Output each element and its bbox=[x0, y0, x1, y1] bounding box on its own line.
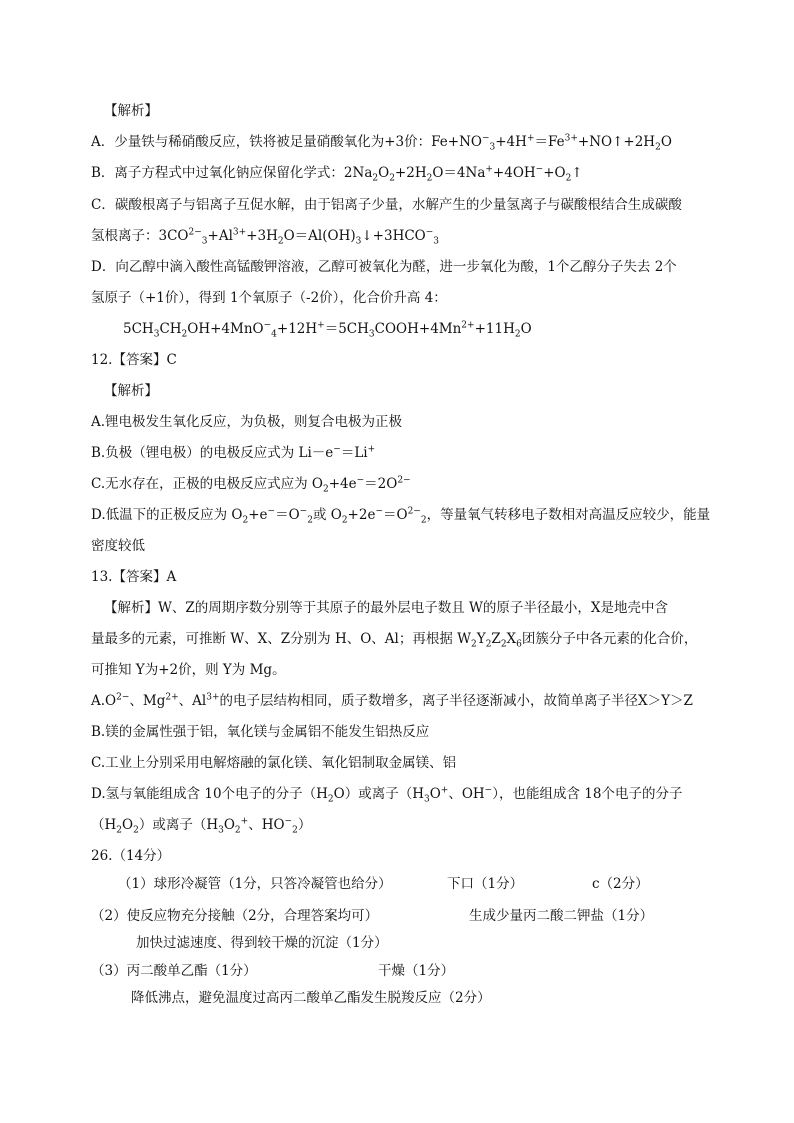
q13-option-d-line1: D.氢与氧能组成含 10个电子的分子$(H_2O)$或离子（$H_3O^+$、OH−），也能组成含 18个电子的分子 bbox=[91, 785, 683, 805]
q26-part1-answer-b: 下口（1分） bbox=[447, 876, 524, 892]
q13-option-c: C.工业上分别采用电解熔融的氯化镁、氧化铝制取金属镁、铝 bbox=[91, 755, 457, 771]
q13-option-b: B.镁的金属性强于铝，氧化镁与金属铝不能发生铝热反应 bbox=[91, 724, 430, 740]
q11-option-c-line1: C．碳酸根离子与铝离子互促水解，由于铝离子少量，水解产生的少量氢离子与碳酸根结合生成碳酸 bbox=[91, 197, 682, 213]
q13-analysis-line1: 【解析】W、Z的周期序数分别等于其原子的最外层电子数且 W的原子半径最小，X是地壳中含 bbox=[104, 600, 669, 616]
q12-answer: 12.【答案】C bbox=[91, 352, 177, 368]
q26-part2-answer-c: 加快过滤速度、得到较干燥的沉淀（1分） bbox=[136, 935, 388, 951]
q11-option-d-line2: 氢原子（+1价），得到 1个氧原子（-2价），化合价升高 4： bbox=[91, 290, 447, 306]
q13-analysis-line3: 可推知 Y为+2价，则 Y为 Mg。 bbox=[91, 662, 286, 678]
q11-analysis-heading: 【解析】 bbox=[104, 103, 158, 119]
q26-part2-answer-b: 生成少量丙二酸二钾盐（1分） bbox=[469, 908, 654, 924]
q12-option-a: A.锂电极发生氧化反应，为负极，则复合电极为正极 bbox=[91, 414, 403, 430]
q13-option-d-line2: $(H_2O_2)$或离子（$H_3O_2^+$、$HO^-_2$） bbox=[91, 816, 312, 836]
q13-analysis-line2: 量最多的元素，可推断 W、X、Z分别为 H、O、Al；再根据 $W_2Y_2Z_2X_6$团簇分子中各元素的化合价， bbox=[91, 631, 698, 650]
q12-option-d-line2: 密度较低 bbox=[91, 538, 145, 554]
q11-option-a: A．少量铁与稀硝酸反应，铁将被足量硝酸氧化为+3价：$Fe+NO^-_3+4H^+=Fe^{3+}+NO↑+2H_2O$ bbox=[91, 133, 672, 153]
q26-part3-answer-a: （3）丙二酸单乙酯（1分） bbox=[91, 963, 257, 979]
q11-option-d-equation: $5CH_3CH_2OH+4MnO^-_4+12H^+=5CH_3COOH+4Mn^{2+}+11H_2O$ bbox=[123, 320, 532, 340]
q26-title: 26.（14分） bbox=[91, 848, 171, 864]
q26-part3-answer-c: 降低沸点，避免温度过高丙二酸单乙酯发生脱羧反应（2分） bbox=[131, 990, 491, 1006]
q12-option-c: C.无水存在，正极的电极反应式应为 $O_2+4e^-=2O^{2-}$ bbox=[91, 475, 411, 495]
q26-part1-answer-c: c（2分） bbox=[592, 876, 649, 892]
q13-answer: 13.【答案】A bbox=[91, 569, 177, 585]
q12-analysis-heading: 【解析】 bbox=[104, 383, 158, 399]
q26-part1-answer-a: （1）球形冷凝管（1分，只答冷凝管也给分） bbox=[118, 876, 392, 892]
q26-part2-answer-a: （2）使反应物充分接触（2分，合理答案均可） bbox=[91, 908, 379, 924]
q11-option-c-line2: 氢根离子：$3CO^{2-}_3+Al^{3+}+3H_2O=Al(OH)_3↓+3HCO^-_3$ bbox=[91, 227, 440, 247]
q11-option-d-line1: D．向乙醇中滴入酸性高锰酸钾溶液，乙醇可被氧化为醛，进一步氧化为酸，1个乙醇分子失去 2个 bbox=[91, 259, 677, 275]
q11-option-b: B．离子方程式中过氧化钠应保留化学式：$2Na_2O_2+2H_2O=4Na^++4OH^-+O_2↑$ bbox=[91, 164, 583, 184]
q13-option-a: $A.O^{2-}$、$Mg^{2+}$、$Al^{3+}$的电子层结构相同，质子数增多，离子半径逐渐减小，故简单离子半径X＞Y＞Z bbox=[91, 692, 693, 709]
q12-option-d-line1: D.低温下的正极反应为 $O_2+e^-=O^-_2$或 $O_2+2e^-=O^{2-}_2$，等量氧气转移电子数相对高温反应较少，能量 bbox=[91, 506, 711, 526]
q12-option-b: B.负极（锂电极）的电极反应式为 Li－e−＝Li+ bbox=[91, 444, 376, 461]
q26-part3-answer-b: 干燥（1分） bbox=[378, 963, 455, 979]
